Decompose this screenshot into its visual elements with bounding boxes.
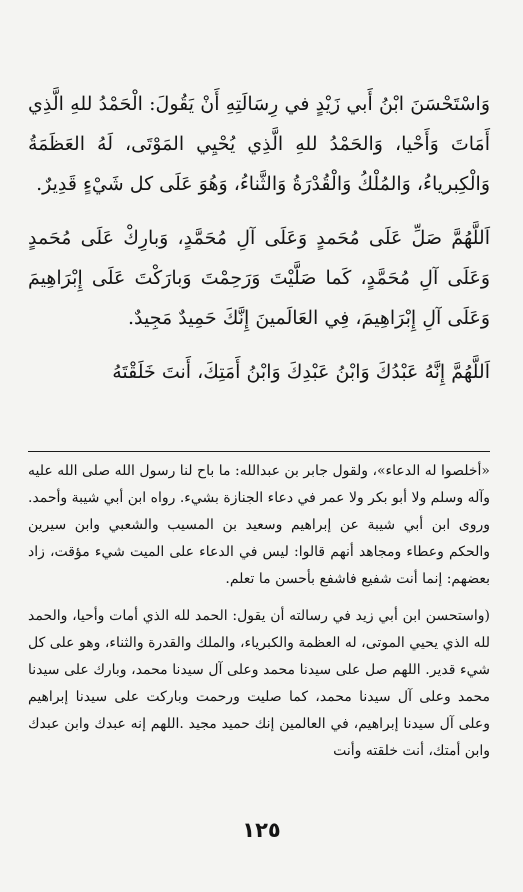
page-number: ١٢٥	[242, 818, 281, 842]
footnote-paragraph: (واستحسن ابن أبي زيد في رسالته أن يقول: الحمد لله الذي أمات وأحيا، والحمد لله الذي يحيي الموتى، له العظمة والكبرياء، والملك والقدرة والثناء، وهو على كل شيء قدير. اللهم صل على سيدنا محمد وعلى آل سيدنا محمد، وبارك على سيدنا محمد وعلى آل سيدنا محمد، كما صليت ورحمت وباركت على سيدنا إبراهيم وعلى آل سيدنا إبراهيم، في العالمين إنك حميد مجيد .اللهم إنه عبدك وابن عبدك وابن أمتك، أنت خلقته وأنت	[28, 608, 490, 759]
main-paragraph: اَللَّهُمَّ إِنَّهُ عَبْدُكَ وَابْنُ عَبْدِكَ وَابْنُ أَمَتِكَ، أَنتَ خَلَقْتَهُ	[112, 361, 490, 383]
footnotes	[28, 458, 490, 775]
main-paragraph: اَللَّهُمَّ صَلِّ عَلَى مُحَمدٍ وَعَلَى آلِ مُحَمَّدٍ، وَبارِكْ عَلَى مُحَمدٍ وَعَلَى آلِ مُحَمَّدٍ، كَما صَلَّيْتَ وَرَحِمْتَ وَبارَكْتَ عَلَى إِبْرَاهِيمَ وَعَلَى آلِ إِبْرَاهِيمَ، فِي العَالَمينَ إِنَّكَ حَمِيدٌ مَجِيدٌ.	[28, 227, 490, 329]
footnote-separator	[28, 451, 490, 452]
main-paragraph: وَاسْتَحْسَنَ ابْنُ أَبي زَيْدٍ في رِسَالَتِهِ أَنْ يَقُولَ: الْحَمْدُ للهِ الَّذِي أَمَاتَ وَأَحْيا، وَالحَمْدُ للهِ الَّذِي يُحْيِي المَوْتَى، لَهُ العَظَمَةُ وَالْكِبرياءُ، وَالمُلْكُ وَالْقُدْرَةُ وَالثَّناءُ، وَهُوَ عَلَى كل شَيْءٍ قَدِيرٌ.	[28, 93, 490, 195]
main-text	[28, 84, 490, 406]
footnote-paragraph: «أخلصوا له الدعاء»، ولقول جابر بن عبدالله: ما باح لنا رسول الله صلى الله عليه وآله وسلم ولا أبو بكر ولا عمر في دعاء الجنازة بشيء. رواه ابن أبي شيبة وأحمد. وروى ابن أبي شيبة عن إبراهيم وسعيد بن المسيب والشعبي وابن سيرين والحكم وعطاء ومجاهد أنهم قالوا: ليس في الدعاء على الميت شيء مؤقت، زاد بعضهم: إنما أنت شفيع فاشفع بأحسن ما تعلم.	[28, 463, 490, 587]
